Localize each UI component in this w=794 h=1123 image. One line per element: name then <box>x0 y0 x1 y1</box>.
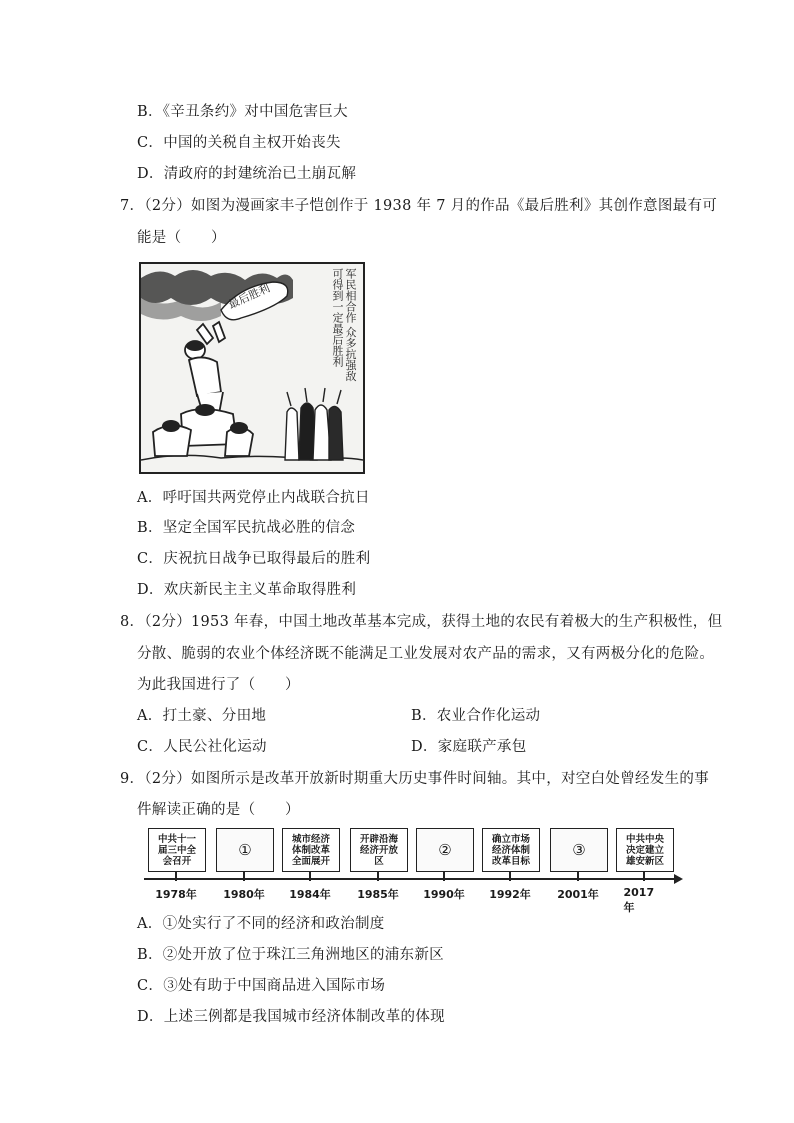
timeline-tick <box>175 872 177 881</box>
q9-option-a: A．①处实行了不同的经济和政治制度 <box>137 916 385 932</box>
q7-cartoon-image <box>139 262 365 474</box>
q8-stem-line1: 8．（2分）1953 年春，中国土地改革基本完成，获得土地的农民有着极大的生产积极性，但 <box>120 614 723 630</box>
timeline-tick <box>643 872 645 881</box>
timeline-event-1985 <box>350 828 408 872</box>
timeline-tick <box>377 872 379 881</box>
timeline-tick <box>309 872 311 881</box>
q9-stem-line2: 件解读正确的是（ ） <box>137 802 300 818</box>
event-label: 确立市场经济体制改革目标 <box>491 833 530 867</box>
timeline-year: 2001年 <box>557 888 599 901</box>
timeline-event-1992 <box>482 828 540 872</box>
q9-option-b: B．②处开放了位于珠江三角洲地区的浦东新区 <box>137 947 444 963</box>
q8-option-b: B．农业合作化运动 <box>411 708 541 724</box>
timeline-tick <box>443 872 445 881</box>
timeline-year: 1990年 <box>423 888 465 901</box>
q6-option-b: B．《辛丑条约》对中国危害巨大 <box>137 104 348 120</box>
event-label: ② <box>438 840 452 859</box>
timeline-event-blank-1 <box>216 828 274 872</box>
cartoon-inscription: 军民相合作 众多抗强敌 可得到一定最后胜利 <box>331 268 357 382</box>
timeline-year: 1984年 <box>289 888 331 901</box>
timeline-year: 1978年 <box>155 888 197 901</box>
event-label: 中共中央决定建立雄安新区 <box>625 833 664 867</box>
q7-stem-line1: 7．（2分）如图为漫画家丰子恺创作于 1938 年 7 月的作品《最后胜利》其创作意图最有可 <box>120 198 718 214</box>
q8-option-c: C．人民公社化运动 <box>137 739 267 755</box>
event-label: ① <box>238 840 252 859</box>
event-label: 中共十一届三中全会召开 <box>157 833 196 867</box>
q6-option-c: C．中国的关税自主权开始丧失 <box>137 135 341 151</box>
timeline-event-1978 <box>148 828 206 872</box>
q8-option-d: D．家庭联产承包 <box>411 739 527 755</box>
timeline-event-1984 <box>282 828 340 872</box>
q9-stem-line1: 9．（2分）如图所示是改革开放新时期重大历史事件时间轴。其中，对空白处曾经发生的事 <box>120 771 709 787</box>
cartoon-banner-text: 最后胜利 <box>226 281 272 312</box>
q8-stem-line2: 分散、脆弱的农业个体经济既不能满足工业发展对农产品的需求，又有两极分化的危险。 <box>137 646 715 662</box>
timeline-event-blank-3 <box>550 828 608 872</box>
q7-option-d: D．欢庆新民主主义革命取得胜利 <box>137 582 357 598</box>
timeline-tick <box>577 872 579 881</box>
timeline-year: 2017年 <box>623 886 655 914</box>
timeline-year: 1992年 <box>489 888 531 901</box>
q9-option-c: C．③处有助于中国商品进入国际市场 <box>137 978 386 994</box>
q7-stem-line2: 能是（ ） <box>137 230 226 246</box>
q6-option-d: D．清政府的封建统治已土崩瓦解 <box>137 166 357 182</box>
timeline-event-2017 <box>616 828 674 872</box>
timeline-event-blank-2 <box>416 828 474 872</box>
q7-option-a: A．呼吁国共两党停止内战联合抗日 <box>137 490 370 506</box>
q8-option-a: A．打土豪、分田地 <box>137 708 267 724</box>
q8-stem-line3: 为此我国进行了（ ） <box>137 677 300 693</box>
timeline-tick <box>243 872 245 881</box>
event-label: 城市经济体制改革全面展开 <box>291 833 330 867</box>
q9-option-d: D．上述三例都是我国城市经济体制改革的体现 <box>137 1009 445 1025</box>
timeline-arrow-icon <box>674 874 683 884</box>
event-label: 开辟沿海经济开放区 <box>359 833 398 867</box>
q7-option-b: B．坚定全国军民抗战必胜的信念 <box>137 520 356 536</box>
timeline-axis <box>144 878 676 880</box>
q7-option-c: C．庆祝抗日战争已取得最后的胜利 <box>137 551 371 567</box>
q9-timeline <box>140 824 685 914</box>
timeline-tick <box>509 872 511 881</box>
timeline-year: 1985年 <box>357 888 399 901</box>
timeline-year: 1980年 <box>223 888 265 901</box>
event-label: ③ <box>572 840 586 859</box>
